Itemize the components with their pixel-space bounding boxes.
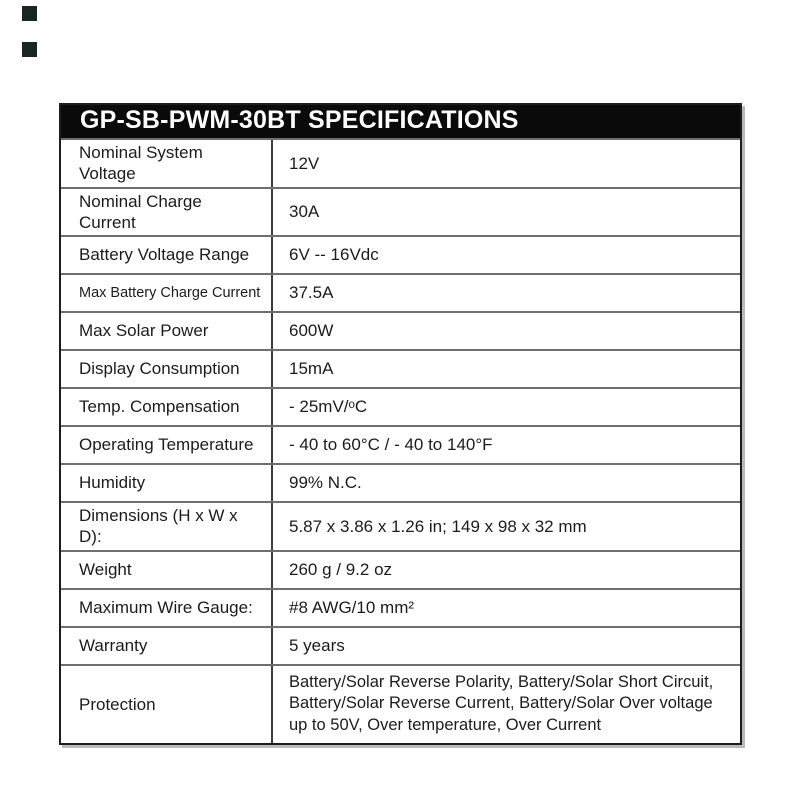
- row-label: Nominal Charge Current: [61, 189, 273, 236]
- table-row: [61, 425, 740, 463]
- row-value: 6V -- 16Vdc: [289, 245, 379, 265]
- row-label: Humidity: [61, 465, 273, 501]
- corner-marker-top: [22, 6, 37, 21]
- row-value: #8 AWG/10 mm²: [289, 597, 415, 617]
- corner-marker-bottom: [22, 42, 37, 57]
- table-row: [61, 187, 740, 236]
- row-value: Battery/Solar Reverse Polarity, Battery/Solar Short Circuit, Battery/Solar Reverse Current, Battery/Solar Over voltage up to 50V, Over temperature, Over Current: [289, 672, 714, 735]
- row-label: Nominal System Voltage: [61, 140, 273, 187]
- row-value: 5 years: [289, 635, 345, 655]
- table-row: [61, 463, 740, 501]
- table-row: [61, 588, 740, 626]
- table-row: [61, 550, 740, 588]
- row-value: 30A: [289, 202, 320, 222]
- table-row: [61, 387, 740, 425]
- table-row: [61, 138, 740, 187]
- row-label: Max Battery Charge Current: [61, 275, 273, 311]
- spec-table: [59, 103, 742, 745]
- table-row: [61, 235, 740, 273]
- table-row: [61, 273, 740, 311]
- table-row: [61, 626, 740, 664]
- row-label: Temp. Compensation: [61, 389, 273, 425]
- row-label: Protection: [61, 666, 273, 743]
- row-label: Warranty: [61, 628, 273, 664]
- row-value: 15mA: [289, 359, 334, 379]
- table-row: [61, 501, 740, 550]
- row-label: Battery Voltage Range: [61, 237, 273, 273]
- table-row: [61, 664, 740, 743]
- row-label: Maximum Wire Gauge:: [61, 590, 273, 626]
- row-value: - 40 to 60°C / - 40 to 140°F: [289, 435, 493, 455]
- row-value: 12V: [289, 153, 320, 173]
- page-title: GP-SB-PWM-30BT SPECIFICATIONS: [80, 106, 519, 134]
- row-value: - 25mV/ᵒC: [289, 397, 368, 417]
- row-value: 260 g / 9.2 oz: [289, 559, 393, 579]
- row-label: Max Solar Power: [61, 313, 273, 349]
- row-value: 5.87 x 3.86 x 1.26 in; 149 x 98 x 32 mm: [289, 516, 587, 536]
- row-label: Dimensions (H x W x D):: [61, 503, 273, 550]
- row-value: 37.5A: [289, 283, 334, 303]
- row-value: 600W: [289, 321, 334, 341]
- row-label: Weight: [61, 552, 273, 588]
- table-row: [61, 311, 740, 349]
- row-value: 99% N.C.: [289, 473, 362, 493]
- row-label: Display Consumption: [61, 351, 273, 387]
- table-row: [61, 349, 740, 387]
- row-label: Operating Temperature: [61, 427, 273, 463]
- spec-table-header: [61, 105, 740, 138]
